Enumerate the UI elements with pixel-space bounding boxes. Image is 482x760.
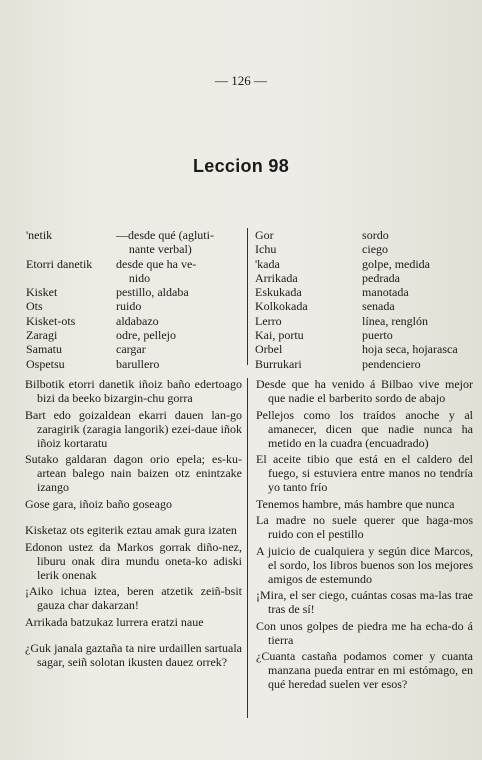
vocab-meaning: senada bbox=[362, 299, 395, 314]
sentence: Pellejos como los traídos anoche y al amanecer, dicen que nadie nunca ha metido en la cuadra (encuadrado) bbox=[256, 407, 473, 450]
vocab-meaning: nante verbal) bbox=[128, 242, 192, 257]
sentence: Sutako galdaran dagon orio epela; es-ku-artean balego nain baizen otz enintzake izango bbox=[25, 452, 242, 494]
lesson-title: Leccion 98 bbox=[192, 156, 290, 176]
vocab-term: Orbel bbox=[255, 342, 283, 357]
vocab-row bbox=[26, 257, 242, 271]
vocab-term: 'kada bbox=[255, 256, 280, 271]
vocab-term: Ichu bbox=[255, 242, 277, 257]
sentence: Tenemos hambre, más hambre que nunca bbox=[256, 496, 455, 511]
vocab-term: Zaragi bbox=[26, 328, 58, 343]
vocab-meaning: línea, renglón bbox=[362, 313, 429, 328]
sentence: El aceite tibio que está en el caldero del fuego, si estuviera entre manos no tendría yo tanto frío bbox=[256, 452, 473, 494]
vocab-row bbox=[255, 228, 471, 242]
vocab-meaning: barullero bbox=[116, 356, 160, 371]
sentence: Bart edo goizaldean ekarri dauen lan-go zaragirik (zaragia langorik) ezei-daue iñok iñoiz kortaratu bbox=[25, 407, 242, 450]
vocab-term: Gor bbox=[255, 228, 274, 242]
vocab-term: 'netik bbox=[26, 228, 53, 242]
page-number: — 126 — bbox=[215, 73, 267, 88]
vocab-meaning: hoja seca, hojarasca bbox=[362, 342, 458, 357]
vocab-term: Kisket-ots bbox=[26, 313, 76, 328]
vocab-term: Kolkokada bbox=[255, 299, 308, 314]
basque-sentences bbox=[25, 377, 242, 672]
vocab-meaning: pestillo, aldaba bbox=[116, 285, 189, 300]
sentence: Gose gara, iñoiz baño goseago bbox=[25, 496, 172, 511]
vocab-row bbox=[255, 271, 471, 285]
vocab-row bbox=[26, 299, 242, 313]
sentence: ¡Mira, el ser ciego, cuántas cosas ma-las trae tras de sí! bbox=[256, 588, 473, 616]
vocab-meaning: desde que ha ve- bbox=[116, 256, 197, 271]
vocab-row bbox=[255, 285, 471, 299]
vocab-term: Ots bbox=[26, 299, 43, 314]
sentence: A juicio de cualquiera y según dice Marcos, el sordo, los libros buenos son los mejores amigos de estemundo bbox=[256, 543, 473, 586]
vocab-term: Kai, portu bbox=[255, 328, 304, 343]
sentence: ¡Aiko ichua iztea, beren atzetik zeiñ-bsit gauza char dakarzan! bbox=[25, 584, 242, 612]
vocab-meaning: pedrada bbox=[362, 270, 401, 285]
vocab-row bbox=[255, 357, 471, 371]
vocab-term bbox=[26, 271, 107, 285]
sentence: Arrikada batzukaz lurrera eratzi naue bbox=[25, 614, 204, 629]
vocab-row bbox=[255, 299, 471, 313]
vocab-term: Samatu bbox=[26, 342, 62, 357]
vocab-term: Ospetsu bbox=[26, 356, 65, 371]
sentence: ¿Cuanta castaña podamos comer y cuanta manzana pueda entrar en mi estómago, en qué heredad suelen ver esos? bbox=[256, 649, 473, 691]
vocab-term: Eskukada bbox=[255, 285, 302, 300]
vocab-term: Burrukari bbox=[255, 356, 302, 371]
column-divider bbox=[247, 378, 248, 718]
vocab-row bbox=[255, 257, 471, 271]
sentence: Edonon ustez da Markos gorrak diño-nez, liburu onak dira mundu oneta-ko adiski lerik onenak bbox=[25, 539, 242, 582]
vocab-meaning: —desde qué (agluti- bbox=[116, 228, 214, 242]
vocab-term: Arrikada bbox=[255, 270, 298, 285]
sentence: ¿Guk janala gaztaña ta nire urdaillen sartuala sagar, seiñ solotan ikusten dauez orrek? bbox=[25, 641, 242, 669]
sentence: La madre no suele querer que haga-mos ruido con el pestillo bbox=[256, 513, 473, 541]
vocab-meaning: ruido bbox=[116, 299, 142, 314]
vocab-meaning: sordo bbox=[362, 228, 389, 242]
vocab-meaning: odre, pellejo bbox=[116, 328, 176, 343]
vocab-row bbox=[26, 357, 242, 371]
vocab-row bbox=[26, 271, 242, 285]
vocab-row bbox=[26, 342, 242, 356]
vocab-row bbox=[26, 285, 242, 299]
vocab-left bbox=[26, 228, 242, 371]
vocab-right bbox=[255, 228, 471, 371]
vocab-meaning: golpe, medida bbox=[362, 256, 431, 271]
vocab-meaning: cargar bbox=[116, 342, 146, 357]
spacer bbox=[25, 513, 242, 523]
vocab-row bbox=[255, 328, 471, 342]
spacer bbox=[25, 631, 242, 641]
vocab-meaning: nido bbox=[128, 270, 151, 285]
sentence: Kisketaz ots egiterik eztau amak gura izaten bbox=[25, 523, 237, 537]
vocab-row bbox=[26, 328, 242, 342]
vocab-row bbox=[255, 342, 471, 356]
vocab-term: Etorri danetik bbox=[26, 256, 93, 271]
vocab-meaning: aldabazo bbox=[116, 313, 159, 328]
vocab-row bbox=[26, 228, 242, 242]
sentence: Bilbotik etorri danetik iñoiz baño edertoago bizi da beeko bizargin-chu gorra bbox=[25, 377, 242, 405]
vocab-term: Lerro bbox=[255, 313, 282, 328]
vocab-meaning: ciego bbox=[362, 242, 389, 257]
sentence: Desde que ha venido á Bilbao vive mejor que nadie el barberito sordo de abajo bbox=[256, 377, 473, 405]
spanish-sentences bbox=[256, 377, 473, 694]
vocab-term: Kisket bbox=[26, 285, 58, 300]
vocab-row bbox=[255, 314, 471, 328]
vocab-row bbox=[255, 242, 471, 256]
column-divider bbox=[247, 228, 248, 365]
vocab-meaning: manotada bbox=[362, 285, 409, 300]
vocab-term bbox=[26, 242, 107, 256]
vocab-meaning: puerto bbox=[362, 328, 393, 343]
vocab-row bbox=[26, 314, 242, 328]
vocab-meaning: pendenciero bbox=[362, 356, 421, 371]
vocab-row bbox=[26, 242, 242, 256]
sentence: Con unos golpes de piedra me ha echa-do á tierra bbox=[256, 618, 473, 647]
